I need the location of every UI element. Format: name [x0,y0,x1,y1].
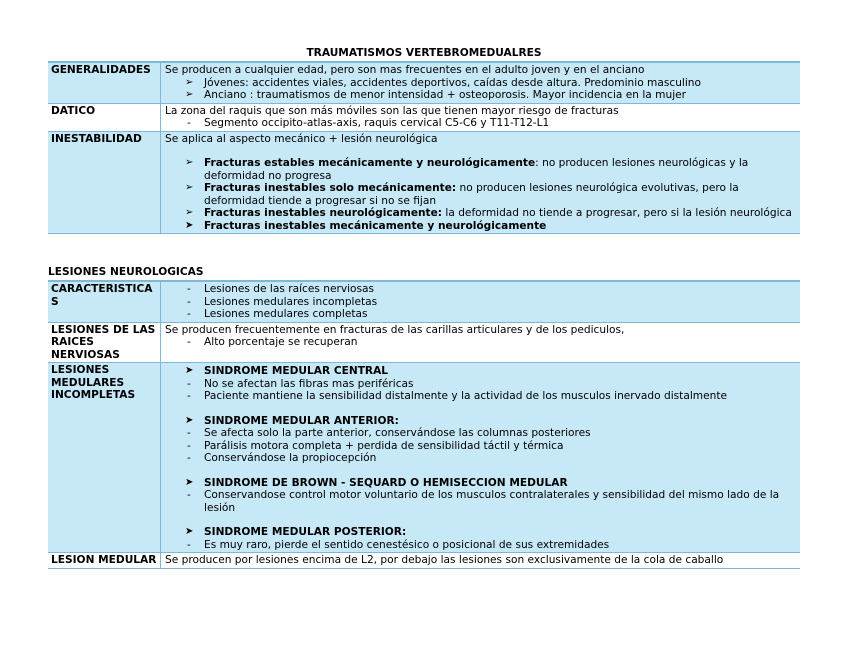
row-incompletas [48,363,800,553]
list-item: - Lesiones medulares incompletas [165,296,797,309]
row-datico [48,104,800,132]
item-bold: Fracturas estables mecánicamente y neurológicamente [204,157,536,169]
list-item: - Conservándose la propiocepción [165,452,797,465]
row-inestabilidad [48,132,800,235]
list-item: - Lesiones de las raíces nerviosas [165,283,797,296]
list-item [165,220,797,233]
syndrome-heading: ➤ SINDROME MEDULAR ANTERIOR: [165,415,797,428]
list-item: - Segmento occipito-atlas-axis, raquis cervical C5-C6 y T11-T12-L1 [165,117,797,130]
label-datico: DATICO [48,104,161,131]
datico-intro: La zona del raquis que son más móviles son las que tienen mayor riesgo de fracturas [165,104,619,117]
item-bold: Fracturas inestables mecánicamente y neurológicamente [204,219,547,232]
list-item [165,182,797,207]
inestabilidad-intro: Se aplica al aspecto mecánico + lesión neurológica [165,132,438,145]
syndrome-heading: ➤ SINDROME MEDULAR POSTERIOR: [165,526,797,539]
label-caracteristicas: CARACTERISTICAS [48,282,161,322]
document-title: TRAUMATISMOS VERTEBROMEDUALRES [306,47,542,59]
list-item [165,157,797,182]
label-incompletas: LESIONES MEDULARES INCOMPLETAS [48,363,161,552]
raices-intro: Se producen frecuentemente en fracturas de las carillas articulares y de los pediculos, [165,323,625,336]
syndrome-heading: ➤ SINDROME DE BROWN - SEQUARD O HEMISECCION MEDULAR [165,477,797,490]
value-datico [161,104,800,131]
value-raices [161,323,800,363]
list-item: - Lesiones medulares completas [165,308,797,321]
list-item: ➢ Anciano : traumatismos de menor intensidad + osteoporosis. Mayor incidencia en la mujer [165,89,797,102]
row-caracteristicas [48,282,800,323]
value-incompletas [161,363,800,552]
row-generalidades [48,63,800,104]
list-item: - Parálisis motora completa + perdida de sensibilidad táctil y térmica [165,440,797,453]
item-text: : no producen lesiones neurológicas y la deformidad no progresa [204,157,749,182]
section-title: LESIONES NEUROLOGICAS [48,266,800,282]
table-neurologicas [48,282,800,569]
value-medular: Se producen por lesiones encima de L2, por debajo las lesiones son exclusivamente de la cola de caballo [165,554,724,566]
list-item [165,207,797,220]
row-raices [48,323,800,364]
list-item: - Es muy raro, pierde el sentido cenestésico o posicional de sus extremidades [165,539,797,552]
list-item: - Alto porcentaje se recuperan [165,336,797,349]
label-generalidades: GENERALIDADES [48,63,161,103]
list-item: - No se afectan las fibras mas periféricas [165,378,797,391]
row-medular [48,553,800,569]
label-inestabilidad: INESTABILIDAD [48,132,161,234]
item-text: la deformidad no tiende a progresar, pero si la lesión neurológica [442,207,792,219]
label-medular: LESION MEDULAR [48,553,161,568]
item-bold: Fracturas inestables neurológicamente: [204,207,443,219]
syndrome-heading: ➤ SINDROME MEDULAR CENTRAL [165,365,797,378]
list-item: - Paciente mantiene la sensibilidad distalmente y la actividad de los musculos inervado distalmente [165,390,797,403]
value-caracteristicas [161,282,800,322]
value-inestabilidad [161,132,800,234]
list-item: - Conservandose control motor voluntario de los musculos contralaterales y sensibilidad del mismo lado de la lesión [165,489,797,514]
table-general [48,61,800,234]
list-item: ➢ Jóvenes: accidentes viales, accidentes deportivos, caídas desde altura. Predominio masculino [165,77,797,90]
item-bold: Fracturas inestables solo mecánicamente: [204,182,457,194]
list-item: - Se afecta solo la parte anterior, conservándose las columnas posteriores [165,427,797,440]
label-raices: LESIONES DE LAS RAICES NERVIOSAS [48,323,161,363]
item-text: no producen lesiones neurológica evolutivas, pero la deformidad tiende a progresar si no se fijan [204,182,739,207]
value-generalidades [161,63,800,103]
generalidades-intro: Se producen a cualquier edad, pero son mas frecuentes en el adulto joven y en el anciano [165,64,645,76]
